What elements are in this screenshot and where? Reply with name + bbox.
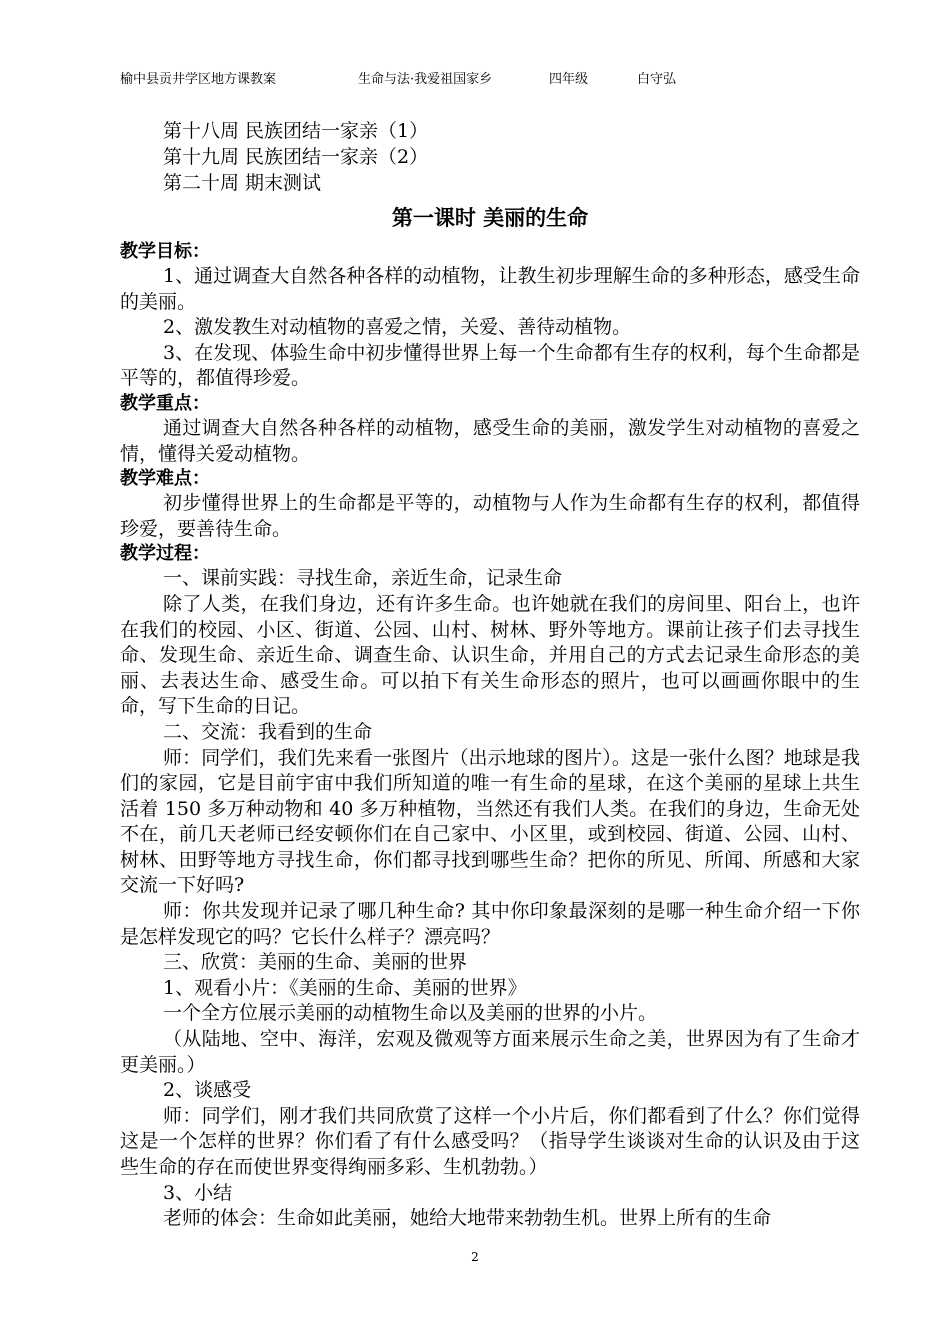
process-paragraph: 除了人类，在我们身边，还有许多生命。也许她就在我们的房间里、阳台上，也许在我们的校园、小区、街道、公园、山村、树林、野外等地方。课前让孩子们去寻找生命、发现生命、亲近生命、调查生命、认识生命，并用自己的方式去记录生命形态的美丽、去表达生命、感受生命。可以拍下有关生命形态的照片，也可以画画你眼中的生命，写下生命的日记。 (120, 592, 860, 718)
process-paragraph: 2、谈感受 (163, 1079, 252, 1102)
key-points-text: 通过调查大自然各种各样的动植物，感受生命的美丽，激发学生对动植物的喜爱之情，懂得关爱动植物。 (120, 416, 860, 465)
difficulties-heading: 教学难点： (120, 468, 210, 490)
header-school: 榆中县贡井学区地方课教案 (120, 72, 277, 87)
process-paragraph: 1、观看小片：《美丽的生命、美丽的世界》 (163, 976, 527, 999)
difficulties-text: 初步懂得世界上的生命都是平等的，动植物与人作为生命都有生存的权利，都值得珍爱，要善待生命。 (120, 492, 860, 540)
schedule-week-18: 第十八周 民族团结一家亲（1） (163, 120, 429, 142)
page-header (0, 68, 950, 88)
process-paragraph: 一个全方位展示美丽的动植物生命以及美丽的世界的小片。 (163, 1002, 658, 1025)
header-subject: 生命与法·我爱祖国家乡 (358, 72, 493, 87)
process-paragraph: 老师的体会：生命如此美丽，她给大地带来勃勃生机。世界上所有的生命 (163, 1207, 772, 1230)
process-paragraph: （从陆地、空中、海洋，宏观及微观等方面来展示生命之美，世界因为有了生命才更美丽。） (120, 1028, 860, 1076)
process-paragraph: 一、课前实践：寻找生命，亲近生命，记录生命 (163, 567, 563, 590)
objective-item: 1、通过调查大自然各种各样的动植物，让教生初步理解生命的多种形态，感受生命的美丽。 (120, 265, 860, 313)
objective-item: 2、激发教生对动植物的喜爱之情，关爱、善待动植物。 (163, 316, 632, 339)
page-number: 2 (471, 1250, 479, 1264)
process-heading: 教学过程： (120, 543, 210, 565)
header-author: 白守弘 (637, 72, 677, 87)
process-paragraph: 师：你共发现并记录了哪几种生命? 其中你印象最深刻的是哪一种生命介绍一下你是怎样发现它的吗？它长什么样子？漂亮吗？ (120, 900, 860, 948)
document-body (120, 118, 860, 1232)
header-grade: 四年级 (549, 72, 589, 87)
process-paragraph: 3、小结 (163, 1181, 233, 1204)
objectives-heading: 教学目标： (120, 241, 210, 262)
objective-item: 3、在发现、体验生命中初步懂得世界上每一个生命都有生存的权利，每个生命都是平等的，都值得珍爱。 (120, 341, 860, 390)
process-paragraph: 二、交流：我看到的生命 (163, 720, 373, 743)
schedule-week-20: 第二十周 期末测试 (163, 172, 322, 194)
process-paragraph: 师：同学们，刚才我们共同欣赏了这样一个小片后，你们都看到了什么？你们觉得这是一个怎样的世界？你们看了有什么感受吗？（指导学生谈谈对生命的认识及由于这些生命的存在而使世界变得绚丽多彩、生机勃勃。） (120, 1104, 860, 1178)
key-points-heading: 教学重点： (120, 392, 210, 414)
schedule-week-19: 第十九周 民族团结一家亲（2） (163, 146, 429, 168)
process-paragraph: 师：同学们，我们先来看一张图片（出示地球的图片）。这是一张什么图？地球是我们的家园，它是目前宇宙中我们所知道的唯一有生命的星球，在这个美丽的星球上共生活着 150 多万种动物和 40 多万种植物，当然还有我们人类。在我们的身边，生命无处不在，前几天老师已经安顿你们在自己家中、小区里，或到校园、街道、公园、山村、树林、田野等地方寻找生命，你们都寻找到哪些生命？把你的所见、所闻、所感和大家交流一下好吗? (120, 746, 860, 897)
process-paragraph: 三、欣赏：美丽的生命、美丽的世界 (163, 951, 468, 974)
lesson-title: 第一课时 美丽的生命 (391, 206, 589, 230)
